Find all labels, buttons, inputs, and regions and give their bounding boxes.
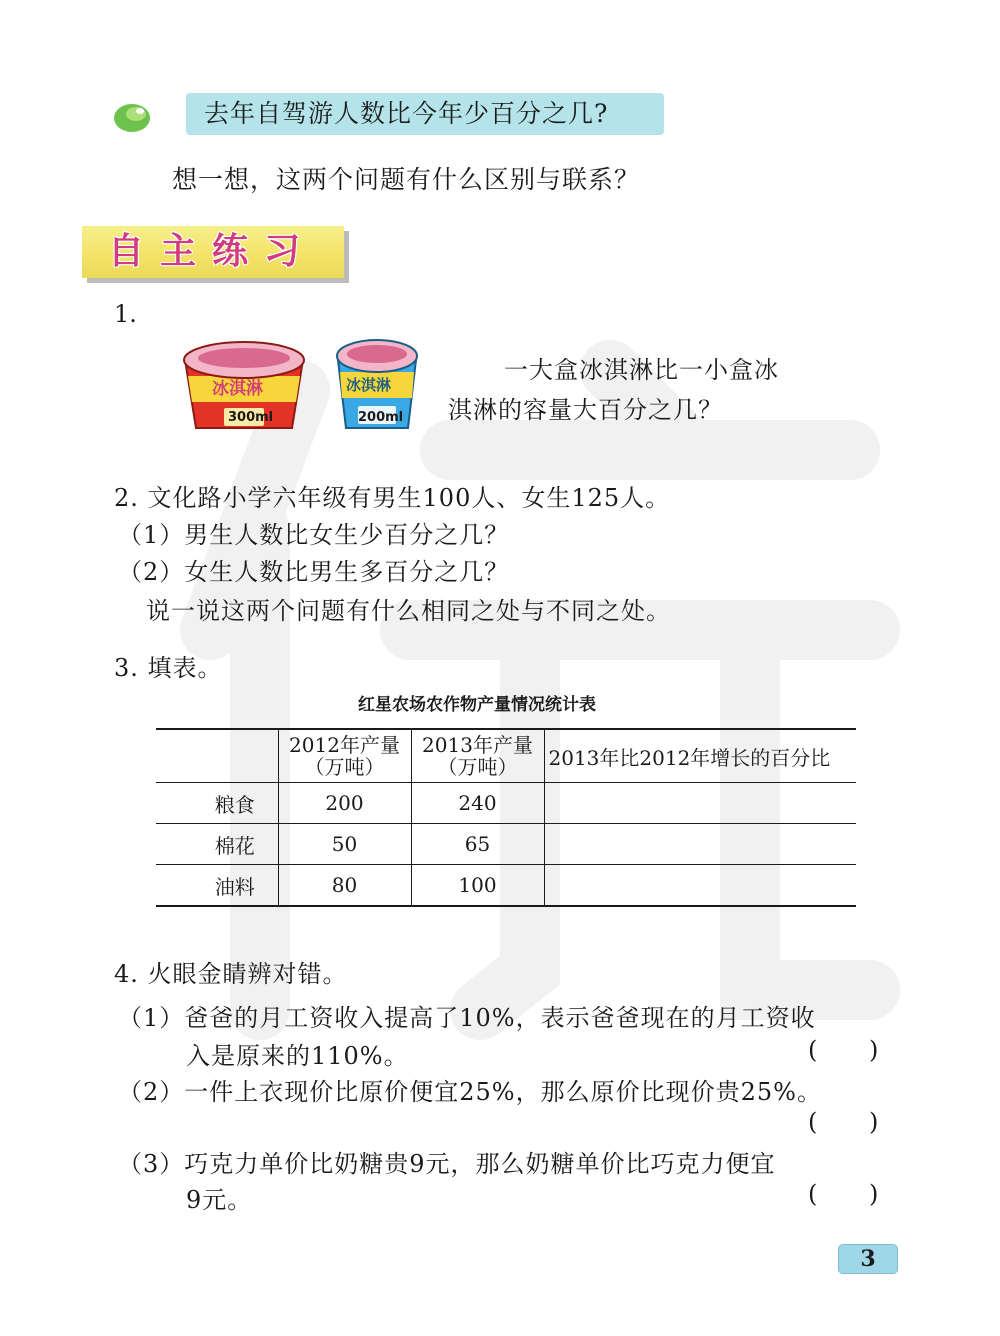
section-title: 自主练习 — [108, 231, 317, 272]
ex4-q3-answer[interactable]: ( ) — [808, 1180, 901, 1208]
ex4-stem: 4. 火眼金睛辨对错。 — [114, 960, 348, 988]
ex1-text-line2: 淇淋的容量大百分之几？ — [448, 396, 723, 424]
ex2-q1: （1）男生人数比女生少百分之几？ — [118, 521, 510, 549]
header-2013 — [411, 729, 544, 783]
ex4-q3-line1: （3）巧克力单价比奶糖贵9元，那么奶糖单价比巧克力便宜 — [118, 1150, 776, 1178]
value-2013: 240 — [411, 783, 544, 824]
small-tub-volume: 200ml — [358, 410, 404, 425]
table-row — [156, 824, 856, 865]
header-2013-unit: （万吨） — [437, 755, 518, 779]
crop-name: 棉花 — [156, 824, 278, 865]
page-number: 3 — [838, 1244, 898, 1274]
think-prompt: 想一想，这两个问题有什么区别与联系？ — [172, 165, 641, 194]
header-2012-title: 2012年产量 — [289, 733, 400, 757]
ex1-text-line1: 一大盒冰淇淋比一小盒冰 — [504, 356, 779, 384]
section-banner — [82, 222, 350, 282]
value-2013: 65 — [411, 824, 544, 865]
value-2012: 50 — [278, 824, 411, 865]
big-tub-volume: 300ml — [228, 410, 274, 425]
ex2-discuss: 说一说这两个问题有什么相同之处与不同之处。 — [146, 597, 671, 625]
ex4-q1-line1: （1）爸爸的月工资收入提高了10%，表示爸爸现在的月工资收 — [118, 1004, 816, 1032]
header-blank — [156, 729, 278, 783]
crop-table — [156, 728, 856, 907]
ex4-q2-line1: （2）一件上衣现价比原价便宜25%，那么原价比现价贵25%。 — [118, 1078, 822, 1106]
value-2012: 200 — [278, 783, 411, 824]
table-header-row — [156, 729, 856, 783]
table-title: 红星农场农作物产量情况统计表 — [358, 695, 596, 715]
small-tub-label: 冰淇淋 — [346, 376, 392, 394]
growth-blank[interactable] — [544, 865, 856, 907]
header-2012-unit: （万吨） — [304, 755, 385, 779]
ex1-number: 1. — [114, 300, 137, 328]
ex4-q2-answer[interactable]: ( ) — [808, 1108, 901, 1136]
big-tub-label: 冰淇淋 — [212, 379, 263, 399]
ex2-q2: （2）女生人数比男生多百分之几？ — [118, 558, 510, 586]
value-2012: 80 — [278, 865, 411, 907]
table-row — [156, 865, 856, 907]
crop-name: 油料 — [156, 865, 278, 907]
growth-blank[interactable] — [544, 824, 856, 865]
growth-blank[interactable] — [544, 783, 856, 824]
header-2012 — [278, 729, 411, 783]
header-growth: 2013年比2012年增长的百分比 — [544, 729, 856, 783]
leaf-icon — [112, 98, 152, 134]
ex4-q3-line2: 9元。 — [186, 1186, 253, 1214]
ex4-q1-answer[interactable]: ( ) — [808, 1036, 901, 1064]
question-badge: 去年自驾游人数比今年少百分之几? — [186, 93, 664, 135]
crop-name: 粮食 — [156, 783, 278, 824]
header-2013-title: 2013年产量 — [422, 733, 533, 757]
ex3-stem: 3. 填表。 — [114, 654, 223, 682]
table-row — [156, 783, 856, 824]
ex4-q1-line2: 入是原来的110%。 — [186, 1042, 409, 1070]
ex2-stem: 2. 文化路小学六年级有男生100人、女生125人。 — [114, 484, 671, 512]
value-2013: 100 — [411, 865, 544, 907]
